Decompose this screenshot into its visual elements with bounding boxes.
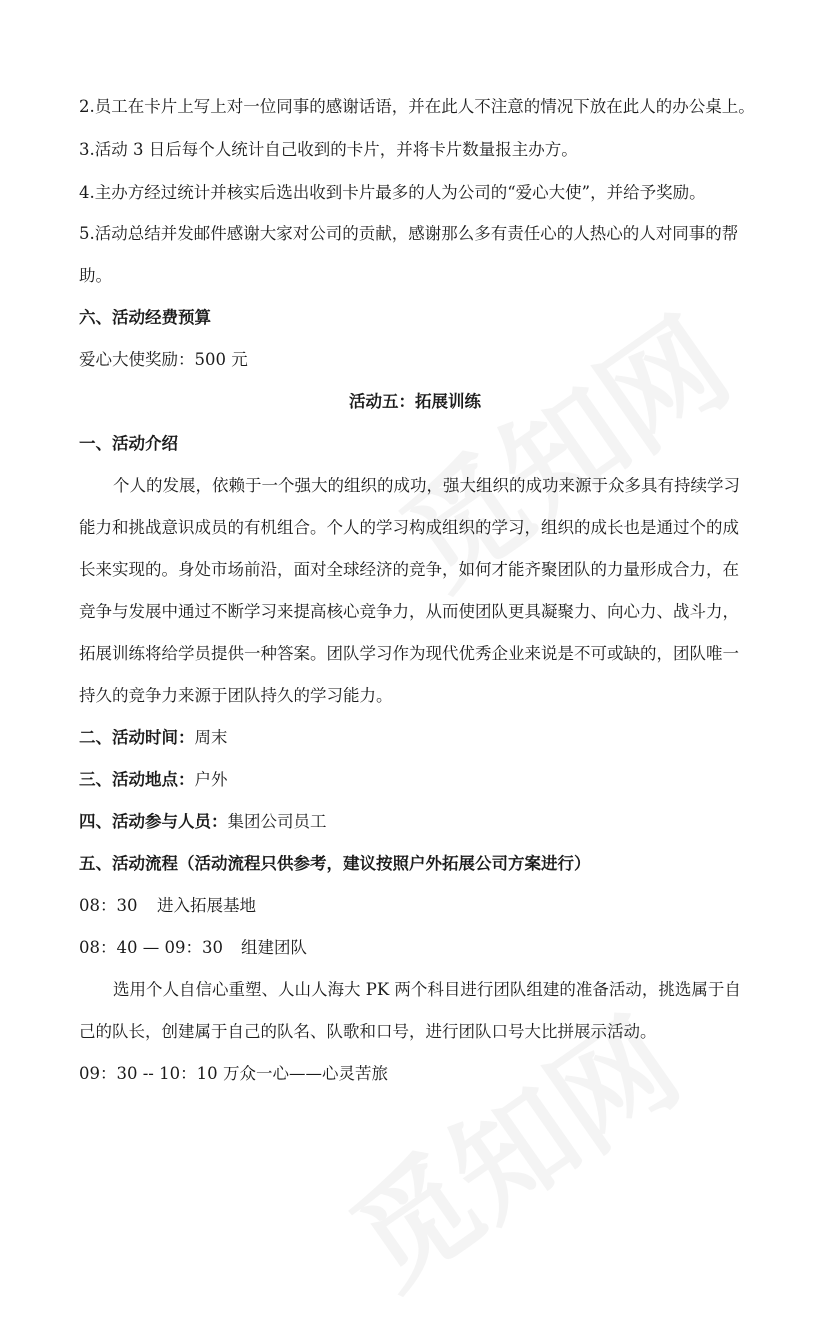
list-item: 2.员工在卡片上写上对一位同事的感谢话语，并在此人不注意的情况下放在此人的办公桌上。	[79, 97, 755, 116]
paragraph-line: 持久的竞争力来源于团队持久的学习能力。	[79, 686, 393, 705]
section-heading: 五、活动流程（活动流程只供参考，建议按照户外拓展公司方案进行）	[79, 854, 591, 873]
paragraph-line: 拓展训练将给学员提供一种答案。团队学习作为现代优秀企业来说是不可或缺的，团队唯一	[79, 644, 739, 663]
paragraph-line: 个人的发展，依赖于一个强大的组织的成功，强大组织的成功来源于众多具有持续学习	[113, 476, 740, 495]
schedule-row	[79, 895, 759, 917]
field-label: 二、活动时间：	[79, 728, 195, 747]
activity-people-row	[79, 811, 759, 833]
list-item-continuation: 助。	[79, 266, 112, 285]
schedule-name: 组建团队	[241, 938, 307, 957]
schedule-row	[79, 937, 759, 959]
field-value: 周末	[194, 728, 228, 747]
schedule-name: 进入拓展基地	[157, 896, 256, 915]
section-heading: 一、活动介绍	[79, 434, 178, 453]
schedule-name: 万众一心——心灵苦旅	[223, 1064, 388, 1083]
activity-title: 活动五：拓展训练	[349, 392, 481, 411]
section-heading: 六、活动经费预算	[79, 308, 211, 327]
activity-place-row	[79, 769, 759, 791]
paragraph-line: 竞争与发展中通过不断学习来提高核心竞争力，从而使团队更具凝聚力、向心力、战斗力，	[79, 602, 739, 621]
activity-time-row	[79, 727, 759, 749]
list-item: 5.活动总结并发邮件感谢大家对公司的贡献，感谢那么多有责任心的人热心的人对同事的帮	[79, 224, 739, 243]
field-label: 三、活动地点：	[79, 770, 195, 789]
schedule-time: 09：30 -- 10：10	[79, 1064, 218, 1083]
paragraph-line: 选用个人自信心重塑、人山人海大 PK 两个科目进行团队组建的准备活动，挑选属于自	[113, 980, 741, 999]
paragraph-line: 能力和挑战意识成员的有机组合。个人的学习构成组织的学习，组织的成长也是通过个的成	[79, 518, 739, 537]
field-label: 四、活动参与人员：	[79, 812, 228, 831]
paragraph-line: 长来实现的。身处市场前沿，面对全球经济的竞争，如何才能齐聚团队的力量形成合力，在	[79, 560, 739, 579]
list-item: 4.主办方经过统计并核实后选出收到卡片最多的人为公司的“爱心大使”，并给予奖励。	[79, 183, 706, 202]
field-value: 集团公司员工	[227, 812, 327, 831]
schedule-time: 08：30	[79, 896, 138, 915]
paragraph-line: 己的队长，创建属于自己的队名、队歌和口号，进行团队口号大比拼展示活动。	[79, 1022, 657, 1041]
budget-text: 爱心大使奖励：500 元	[79, 350, 248, 369]
field-value: 户外	[194, 770, 228, 789]
list-item: 3.活动 3 日后每个人统计自己收到的卡片，并将卡片数量报主办方。	[79, 140, 578, 159]
schedule-row	[79, 1063, 759, 1085]
schedule-time: 08：40 — 09：30	[79, 938, 223, 957]
